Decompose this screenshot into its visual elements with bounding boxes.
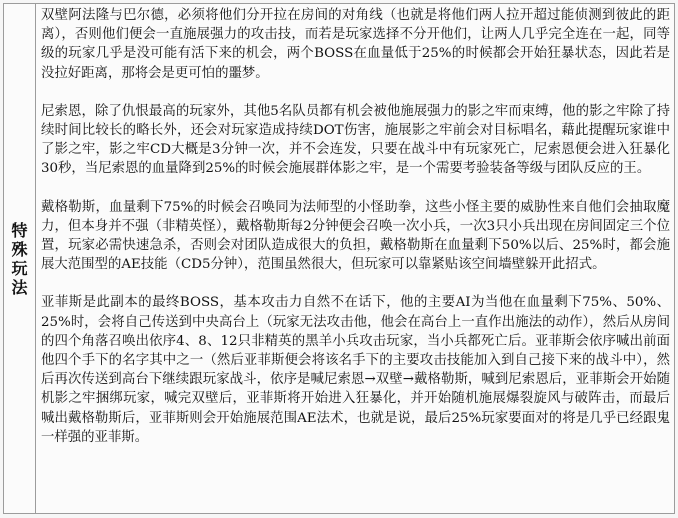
paragraph-daiglers: 戴格勒斯，血量剩下75%的时候会召唤同为法师型的小怪助拳，这些小怪主要的威胁性来自他们会抽取魔力，但本身并不强（非精英怪），戴格勒斯每2分钟便会召唤一次小兵，一次3只小兵出现在房间固定三个位置，玩家必需快速急杀，否则会对团队造成很大的负担，戴格勒斯在血量剩下50%以后、25%时，都会施展大范围型的AE技能（CD5分钟），范围虽然很大，但玩家可以靠紧贴该空间墙壁躲开此招式。 xyxy=(41,199,670,273)
paragraph-yafeisi-final-boss: 亚菲斯是此副本的最终BOSS，基本攻击力自然不在话下，他的主要AI为当他在血量剩下75%、50%、25%时，会将自己传送到中央高台上（玩家无法攻击他，他会在高台上一直作出施法的动作），然后从房间的四个角落召唤出依序4、8、12只非精英的黑羊小兵攻击玩家，当小兵都死亡后。亚菲斯会依序喊出前面他四个手下的名字其中之一（然后亚菲斯便会将该名手下的主要攻击技能加入到自己接下来的战斗中），然后再次传送到高台下继续跟玩家战斗，依序是喊尼索恩→双壁→戴格勒斯，喊到尼索恩后，亚菲斯会开始随机影之牢捆绑玩家，喊完双壁后，亚菲斯将开始进入狂暴化，并开始随机施展爆裂旋风与破阵击，而最后喊出戴格勒斯后，亚菲斯则会开始施展范围AE法术，也就是说，最后25%玩家要面对的将是几乎已经跟鬼一样强的亚菲斯。 xyxy=(41,295,670,445)
content-cell xyxy=(36,4,674,513)
row-header-cell xyxy=(4,4,36,513)
row-header-label: 特殊玩法 xyxy=(11,220,28,297)
strategy-table xyxy=(3,3,675,514)
paragraph-twin-walls: 双壁阿法隆与巴尔德，必须将他们分开拉在房间的对角线（也就是将他们两人拉开超过能侦测到彼此的距离），否则他们便会一直施展强力的攻击技，而若是玩家选择不分开他们，让两人几乎完全连在一起，同等级的玩家几乎是没可能有活下来的机会，两个BOSS在血量低于25%的时候都会开始狂暴状态，因此若是没拉好距离，那将会是更可怕的噩梦。 xyxy=(41,8,670,81)
paragraph-nisoen: 尼索恩，除了仇恨最高的玩家外，其他5名队员都有机会被他施展强力的影之牢而束缚，他的影之牢除了持续时间比较长的略长外，还会对玩家造成持续DOT伤害，施展影之牢前会对目标唱名，藉此提醒玩家谁中了影之牢，影之牢CD大概是3分钟一次，并不会连发，只要在战斗中有玩家死亡，尼索恩便会进入狂暴化30秒，当尼索恩的血量降到25%的时候会施展群体影之牢，是一个需要考验装备等级与团队反应的王。 xyxy=(41,103,670,177)
